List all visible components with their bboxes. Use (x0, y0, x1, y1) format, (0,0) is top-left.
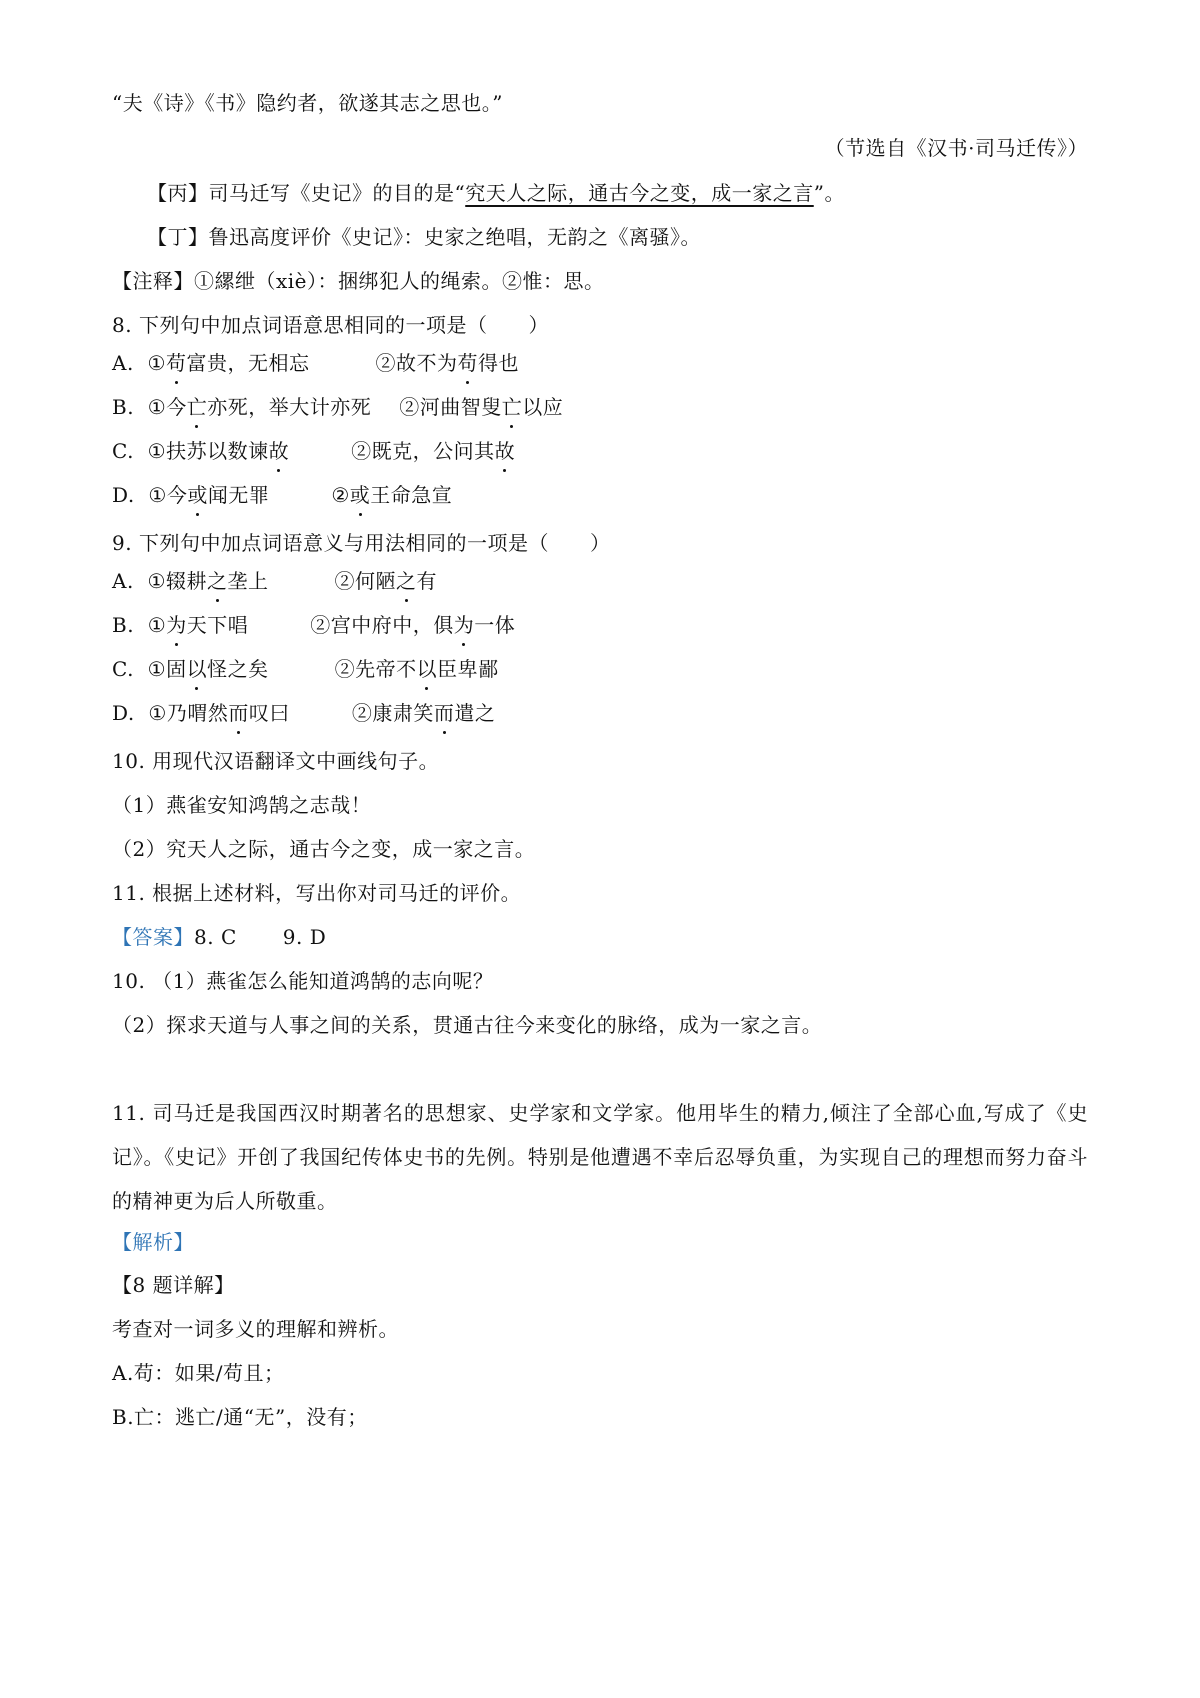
option-b-post: 有 (416, 569, 437, 593)
dotted-word: 亡 (502, 392, 523, 422)
option-a-post: 亦死，举大计亦死 (207, 395, 372, 419)
option-b-pre: ②宫中府中，俱 (310, 613, 454, 637)
option-label: C. (112, 439, 134, 463)
dotted-word: 苟 (457, 348, 478, 378)
dotted-word: 为 (166, 610, 187, 640)
dotted-word: 而 (434, 698, 455, 728)
option-a-post: 天下唱 (186, 613, 249, 637)
q9-option-b (112, 610, 515, 640)
option-a-post: 闻无罪 (207, 483, 270, 507)
option-label: D. (112, 483, 135, 507)
q10-stem: 10. 用现代汉语翻译文中画线句子。 (112, 749, 440, 773)
option-b-pre: ② (331, 483, 350, 507)
bing-text-post: ”。 (813, 181, 845, 205)
passage-ding (147, 222, 701, 252)
q10-sentence-1: （1）燕雀安知鸿鹄之志哉！ (112, 793, 372, 817)
option-label: B. (112, 613, 135, 637)
answer-8: 8. C (194, 925, 237, 949)
dotted-word: 或 (187, 480, 208, 510)
option-b-post: 王命急宣 (370, 483, 453, 507)
analysis-detail-8: 【8 题详解】 (112, 1273, 235, 1297)
q8-option-b (112, 392, 563, 422)
option-b-post: 得也 (477, 351, 519, 375)
option-b-post: 以应 (522, 395, 564, 419)
option-b-pre: ②河曲智叟 (399, 395, 502, 419)
option-a-pre: ①固 (147, 657, 187, 681)
dotted-word: 以 (417, 654, 438, 684)
answer-10-1: 10. （1）燕雀怎么能知道鸿鹄的志向呢？ (112, 969, 494, 993)
option-label: A. (112, 569, 134, 593)
answer-9: 9. D (282, 925, 327, 949)
q9-option-c (112, 654, 499, 684)
option-b-pre: ②康肃笑 (351, 701, 434, 725)
option-a-post: 叹曰 (248, 701, 290, 725)
dotted-word: 苟 (166, 348, 187, 378)
option-b-post: 一体 (474, 613, 516, 637)
option-a-post: 怪之矣 (207, 657, 269, 681)
dotted-word: 故 (495, 436, 516, 466)
answer-10-2: （2）探求天道与人事之间的关系，贯通古往今来变化的脉络，成为一家之言。 (112, 1013, 823, 1037)
option-a-post: 富贵，无相忘 (186, 351, 310, 375)
ding-tag: 【丁】 (147, 225, 209, 249)
q9-option-a (112, 566, 437, 596)
q8-option-c (112, 436, 515, 466)
option-b-pre: ②何陋 (334, 569, 396, 593)
option-label: A. (112, 351, 134, 375)
passage-note: 【注释】①縲绁（xiè）：捆绑犯人的绳索。②惟：思。 (112, 269, 605, 293)
dotted-word: 故 (269, 436, 290, 466)
option-a-pre: ①辍耕 (147, 569, 207, 593)
analysis-tag-text: 【解析】 (112, 1230, 194, 1254)
passage-quote: “夫《诗》《书》隐约者，欲遂其志之思也。” (112, 91, 503, 115)
option-a-pre: ①今 (148, 483, 188, 507)
option-a-pre: ①扶苏以数谏 (147, 439, 269, 463)
answer-tag: 【答案】 (112, 925, 194, 949)
analysis-option-b: B.亡：逃亡/通“无”，没有； (112, 1405, 368, 1429)
q9-stem: 9. 下列句中加点词语意义与用法相同的一项是（ ） (112, 531, 611, 555)
q10-sentence-2: （2）究天人之际，通古今之变，成一家之言。 (112, 837, 536, 861)
analysis-option-a: A.苟：如果/苟且； (112, 1361, 285, 1385)
q8-option-a (112, 348, 519, 378)
dotted-word: 之 (207, 566, 228, 596)
option-b-pre: ②故不为 (375, 351, 458, 375)
q8-stem: 8. 下列句中加点词语意思相同的一项是（ ） (112, 313, 549, 337)
dotted-word: 而 (228, 698, 249, 728)
dotted-word: 或 (350, 480, 371, 510)
dotted-word: 之 (396, 566, 417, 596)
answer-11-paragraph: 11. 司马迁是我国西汉时期著名的思想家、史学家和文学家。他用毕生的精力,倾注了全部心血,写成了《史记》。《史记》开创了我国纪传体史书的先例。特别是他遭遇不幸后忍辱负重，为实现自己的理想而努力奋斗的精神更为后人所敬重。 (112, 1101, 1088, 1213)
analysis-tag (112, 1227, 194, 1257)
bing-text-pre: 司马迁写《史记》的目的是“ (208, 181, 466, 205)
option-b-post: 臣卑鄙 (437, 657, 499, 681)
option-label: C. (112, 657, 134, 681)
q11-stem: 11. 根据上述材料，写出你对司马迁的评价。 (112, 881, 522, 905)
dotted-word: 为 (454, 610, 475, 640)
dotted-word: 以 (187, 654, 208, 684)
bing-underlined-sentence: 究天人之际，通古今之变，成一家之言 (465, 181, 814, 205)
option-a-pre: ①今 (147, 395, 187, 419)
option-b-pre: ②先帝不 (334, 657, 417, 681)
option-a-pre: ① (147, 351, 166, 375)
option-a-pre: ① (147, 613, 167, 637)
dotted-word: 亡 (187, 392, 208, 422)
option-a-pre: ①乃喟然 (148, 701, 229, 725)
option-label: D. (112, 701, 135, 725)
option-label: B. (112, 395, 135, 419)
analysis-intro: 考查对一词多义的理解和辨析。 (112, 1317, 399, 1341)
option-b-post: 遣之 (454, 701, 496, 725)
bing-tag: 【丙】 (147, 181, 209, 205)
answer-line (112, 922, 326, 952)
q9-option-d (112, 698, 495, 728)
option-b-pre: ②既克，公问其 (351, 439, 495, 463)
passage-source: （节选自《汉书·司马迁传》） (824, 136, 1088, 160)
q8-option-d (112, 480, 452, 510)
option-a-post: 垄上 (227, 569, 269, 593)
passage-bing (147, 178, 845, 208)
ding-text: 鲁迅高度评价《史记》：史家之绝唱，无韵之《离骚》。 (208, 225, 701, 249)
